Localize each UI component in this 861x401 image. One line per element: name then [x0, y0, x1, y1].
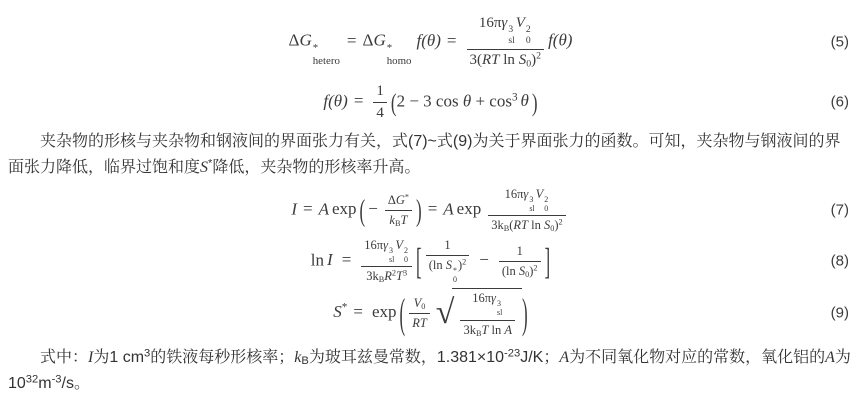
star-sup: *	[404, 191, 410, 201]
T-symbol: T	[396, 269, 403, 284]
cube-sup: 3	[511, 90, 518, 103]
exponent-sup: -3	[51, 373, 62, 386]
B-sub: B	[394, 218, 401, 228]
expression: 2 − 3 cos	[396, 90, 463, 110]
numerator: 16πγ 3 sl V 2 0	[361, 238, 412, 268]
paragraph-text: 夹杂物的形核与夹杂物和钢液间的界面张力有关，式(7)~式(9)为关于界面张力的函数。可知，夹杂物与钢液间的界面张力降低，临界过饱和度	[8, 133, 841, 176]
paragraph-text: 降低，夹杂物的形核率升高。	[212, 159, 421, 176]
gamma-symbol: γ	[383, 237, 389, 252]
equation-9	[0, 289, 861, 337]
fraction	[488, 187, 565, 234]
T-symbol: T	[481, 322, 489, 337]
ln-operator: ln	[310, 249, 325, 269]
supsub-homo	[387, 42, 412, 66]
V-symbol: V	[535, 186, 544, 201]
equals-sign: =	[341, 249, 352, 269]
right-paren: )	[531, 87, 538, 117]
V-symbol: V	[515, 15, 525, 32]
denominator: (ln S * 0 )$^2$	[428, 257, 467, 284]
denominator: 3kBT ln A	[463, 322, 513, 339]
paragraph-text: J/K；	[520, 349, 560, 366]
gamma-symbol: γ	[523, 186, 529, 201]
gamma-symbol: γ	[501, 15, 508, 32]
T-symbol: T	[400, 212, 408, 227]
S-symbol: S	[518, 51, 527, 68]
A-symbol: A	[559, 349, 570, 366]
S-symbol: S	[543, 218, 551, 233]
star-sup: *	[386, 42, 393, 55]
fraction	[460, 291, 515, 338]
ln-operator: ln	[488, 322, 505, 337]
S-symbol: S	[445, 257, 452, 272]
right-paren: )	[416, 192, 422, 228]
equation-8-content	[311, 238, 550, 285]
f-theta: f(θ)	[416, 30, 441, 50]
equals-sign: =	[353, 90, 364, 110]
ln-operator: ln	[499, 51, 519, 68]
star-sup: *	[341, 301, 348, 314]
RT-symbol: RT	[513, 218, 528, 233]
G-symbol: G	[395, 192, 405, 207]
denominator: 3(RT ln S0)$^2$	[469, 50, 542, 70]
minus-sign: −	[479, 249, 489, 269]
gamma-supsub: 3 sl	[508, 24, 515, 46]
equals-sign: =	[346, 30, 357, 50]
B-sub: B	[503, 224, 510, 234]
equation-6-content	[323, 83, 537, 122]
star-sup: *	[312, 42, 319, 55]
fraction	[373, 83, 387, 122]
numerator	[385, 193, 412, 211]
paragraph-text: /s。	[61, 375, 90, 392]
denominator	[385, 211, 412, 228]
R-symbol: R	[384, 269, 392, 284]
equals-sign: =	[446, 30, 457, 50]
paragraph-text: m	[38, 375, 52, 392]
S-symbol: S	[333, 301, 342, 321]
equation-5-number: (5)	[830, 33, 849, 51]
gamma-supsub: 3 sl	[496, 299, 503, 317]
A-symbol: A	[825, 349, 835, 366]
equation-5-content	[289, 15, 573, 68]
delta-symbol: Δ	[362, 30, 374, 50]
S-supsub: * 0	[452, 265, 457, 284]
equation-7	[0, 187, 861, 233]
denominator: $3kBR^2T^3$	[366, 268, 408, 285]
equation-9-number: (9)	[830, 304, 849, 322]
denominator: 4	[376, 104, 384, 121]
numerator: 16πγ 3 sl V 2 0	[488, 187, 565, 217]
left-bracket: [	[416, 240, 422, 282]
paragraph-text: 为1 cm	[93, 349, 145, 366]
equation-7-number: (7)	[830, 201, 849, 219]
I-symbol: I	[327, 249, 333, 269]
equation-8	[0, 235, 861, 287]
paragraph-text: 的铁液每秒形核率；	[150, 349, 295, 366]
equals-sign: =	[427, 198, 438, 218]
denominator: RT	[412, 315, 427, 330]
equation-5	[0, 10, 861, 74]
numerator	[467, 15, 545, 49]
fraction	[385, 193, 412, 228]
delta-symbol: Δ	[387, 192, 396, 207]
left-paren: (	[359, 192, 366, 228]
equation-9-content	[333, 288, 527, 338]
radicand	[452, 288, 522, 338]
fraction	[426, 238, 470, 285]
fraction	[467, 15, 545, 68]
gamma-supsub: 3 sl	[529, 194, 535, 213]
body-paragraph-2	[0, 345, 861, 397]
homo-sub: homo	[386, 54, 412, 67]
B-sub: B	[378, 275, 385, 285]
numerator: 1	[373, 83, 387, 103]
paragraph-text: 为10	[8, 349, 851, 392]
theta-symbol: θ	[462, 90, 472, 110]
cube-sup: 3	[144, 347, 151, 360]
exp-operator: exp	[371, 301, 397, 321]
equation-8-number: (8)	[830, 252, 849, 270]
numerator: 16πγ 3 sl	[460, 291, 515, 321]
equation-6	[0, 78, 861, 126]
paragraph-text: 为不同氧化物对应的常数，氧化铝的	[569, 349, 826, 366]
equation-7-content	[291, 187, 569, 234]
B-sub: B	[301, 355, 309, 368]
G-symbol: G	[373, 30, 386, 50]
supsub-hetero	[313, 42, 340, 66]
exp-operator: exp	[332, 198, 357, 218]
theta-symbol: θ	[520, 90, 529, 110]
I-symbol: I	[88, 349, 94, 366]
fraction	[409, 296, 430, 331]
paragraph-text: 式中：	[40, 349, 89, 366]
RT-symbol: RT	[482, 51, 500, 68]
left-paren: (	[390, 87, 397, 117]
gamma-symbol: γ	[491, 291, 496, 306]
left-paren: (	[399, 289, 406, 337]
k-symbol: k	[294, 349, 302, 366]
B-sub: B	[475, 329, 482, 339]
exponent-sup: -23	[504, 347, 521, 360]
numerator: 1	[499, 244, 541, 262]
body-paragraph-1	[0, 129, 861, 181]
fraction	[499, 244, 541, 279]
paragraph-text: 为玻耳兹曼常数，1.381×10	[308, 349, 505, 366]
coefficient: 16π	[478, 15, 502, 32]
fraction	[361, 238, 412, 285]
minus-sign: −	[368, 198, 378, 218]
S-symbol: S	[518, 263, 526, 278]
I-symbol: I	[291, 198, 298, 218]
denominator: 3kB(RT ln S0)$^2$	[491, 217, 563, 234]
V-symbol: V	[395, 237, 404, 252]
square-root: √ 16πγ 3 sl 3kBT ln A	[436, 288, 522, 338]
V-supsub: 2 0	[404, 245, 409, 264]
V-supsub: 2 0	[544, 194, 549, 213]
V-supsub: 2 0	[525, 24, 531, 46]
ln-operator: ln	[528, 218, 544, 233]
numerator: V0	[409, 296, 430, 314]
star-sup: *	[208, 157, 213, 170]
exponent-sup: 32	[25, 373, 39, 386]
V-symbol: V	[413, 295, 422, 310]
right-bracket: ]	[544, 240, 551, 282]
f-theta: f(θ)	[548, 30, 573, 50]
exp-operator: exp	[456, 198, 482, 218]
equation-6-number: (6)	[830, 93, 849, 111]
G-symbol: G	[299, 30, 312, 50]
gamma-supsub: 3 sl	[389, 245, 395, 264]
f-theta: f(θ)	[323, 90, 348, 110]
k-symbol: k	[389, 212, 395, 227]
S-symbol: S	[200, 159, 209, 176]
denominator: (ln S0)$^2$	[501, 262, 538, 279]
delta-symbol: Δ	[288, 30, 300, 50]
right-paren: )	[522, 289, 528, 337]
A-symbol: A	[504, 322, 513, 337]
hetero-sub: hetero	[312, 54, 340, 67]
expression: + cos	[471, 90, 512, 110]
A-symbol: A	[318, 198, 329, 218]
A-symbol: A	[443, 198, 454, 218]
equals-sign: =	[303, 198, 313, 218]
equals-sign: =	[353, 301, 363, 321]
numerator: 1	[426, 238, 470, 256]
